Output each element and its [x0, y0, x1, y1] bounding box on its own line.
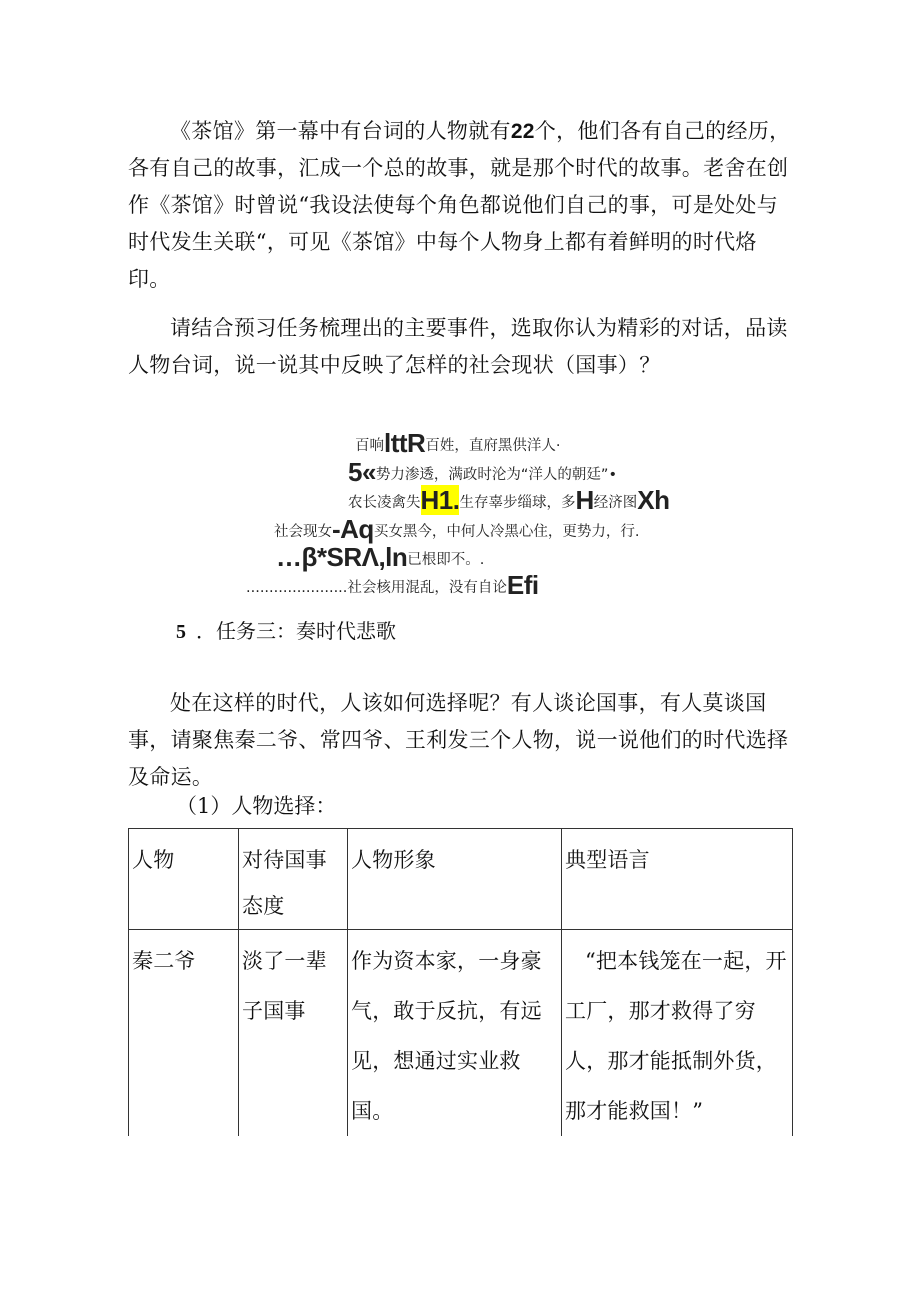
choice-paragraph: 处在这样的时代，人该如何选择呢？有人谈论国事，有人莫谈国事，请聚焦秦二爷、常四爷、王利发三个人物，说一说他们的时代选择及命运。: [128, 691, 789, 789]
header-attitude: 对待国事态度: [239, 829, 348, 930]
summary-line-5: …β*SRΛ,ln已根即不。.: [276, 542, 485, 572]
cell-language: “把本钱笼在一起，开工厂，那才救得了穷人，那才能抵制外货，那才能救国！”: [562, 930, 793, 1137]
highlighted-mark: H1.: [420, 485, 460, 515]
cell-attitude: 淡了一辈子国事: [239, 930, 348, 1137]
character-selection-heading: （1）人物选择：: [176, 794, 337, 818]
header-language: 典型语言: [562, 829, 793, 930]
summary-line-2: 5«势力渗透，满政时沦为“洋人的朝廷”•: [348, 457, 617, 487]
header-image: 人物形象: [348, 829, 562, 930]
summary-line-4: 社会现女-Aq买女黑今，中何人冷黑心住，更势力，行.: [274, 514, 640, 544]
character-count: 22: [510, 120, 535, 143]
header-character: 人物: [129, 829, 239, 930]
task-prompt-paragraph: 请结合预习任务梳理出的主要事件，选取你认为精彩的对话，品读人物台词，说一说其中反映了怎样的社会现状（国事）？: [128, 316, 788, 377]
table-row: [129, 930, 793, 1137]
summary-line-1: 百响lttR百姓，直府黑供洋人·: [355, 428, 561, 458]
cell-image: 作为资本家，一身豪气，敢于反抗，有远见，想通过实业救国。: [348, 930, 562, 1137]
cell-character: 秦二爷: [129, 930, 239, 1137]
intro-text-after: 个，他们各有自己的经历，各有自己的故事，汇成一个总的故事，就是那个时代的故事。老舍在创作《茶馆》时曾说“我设法使每个角色都说他们自己的事，可是处处与时代发生关联“，可见《茶馆》中每个人物身上都有着鲜明的时代烙印。: [128, 119, 791, 291]
summary-line-3: 农长凌禽失H1.生存辜步缁球，多H经济图Xh: [348, 485, 670, 515]
section-heading-task-three: [176, 617, 396, 646]
intro-paragraph: [128, 113, 792, 298]
table-header-row: [129, 829, 793, 930]
summary-line-6: ......................社会核用混乱，没有自论Efi: [246, 570, 539, 600]
section-title: ．任务三：奏时代悲歌: [196, 619, 396, 643]
character-table: [128, 828, 793, 1136]
section-number: 5: [176, 621, 186, 643]
intro-text-before: 《茶馆》第一幕中有台词的人物就有: [170, 119, 511, 143]
